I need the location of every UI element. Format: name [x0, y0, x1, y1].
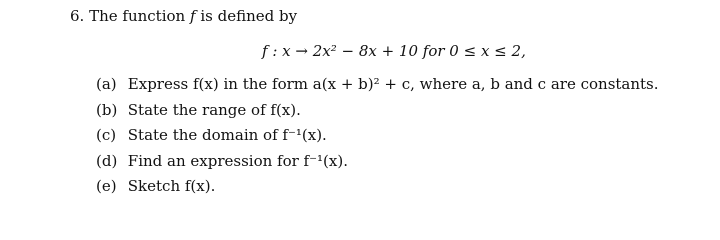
- part-label: (e): [96, 177, 117, 195]
- question-part-c: [96, 125, 659, 151]
- part-text: Find an expression for f⁻¹(x).: [127, 151, 348, 170]
- part-text: Express f(x) in the form a(x + b)² + c, where a, b and c are constants.: [127, 75, 659, 93]
- question-parts-list: [96, 74, 659, 202]
- part-text: State the domain of f⁻¹(x).: [127, 126, 327, 144]
- function-symbol: f: [189, 7, 196, 25]
- part-label: (b): [96, 100, 118, 119]
- question-intro-suffix: is defined by: [200, 7, 298, 25]
- question-heading: [70, 7, 297, 25]
- question-number: 6.: [70, 7, 85, 25]
- question-part-a: [96, 74, 659, 100]
- part-text: Sketch f(x).: [127, 177, 216, 195]
- part-label: (d): [96, 151, 118, 170]
- question-part-d: [96, 151, 659, 177]
- question-intro-text: The function: [89, 7, 186, 25]
- function-definition: f : x → 2x² − 8x + 10 for 0 ≤ x ≤ 2,: [262, 42, 526, 60]
- question-part-e: [96, 176, 659, 202]
- part-label: (c): [96, 126, 117, 144]
- part-label: (a): [96, 75, 117, 93]
- part-text: State the range of f(x).: [127, 100, 301, 119]
- question-part-b: [96, 100, 659, 126]
